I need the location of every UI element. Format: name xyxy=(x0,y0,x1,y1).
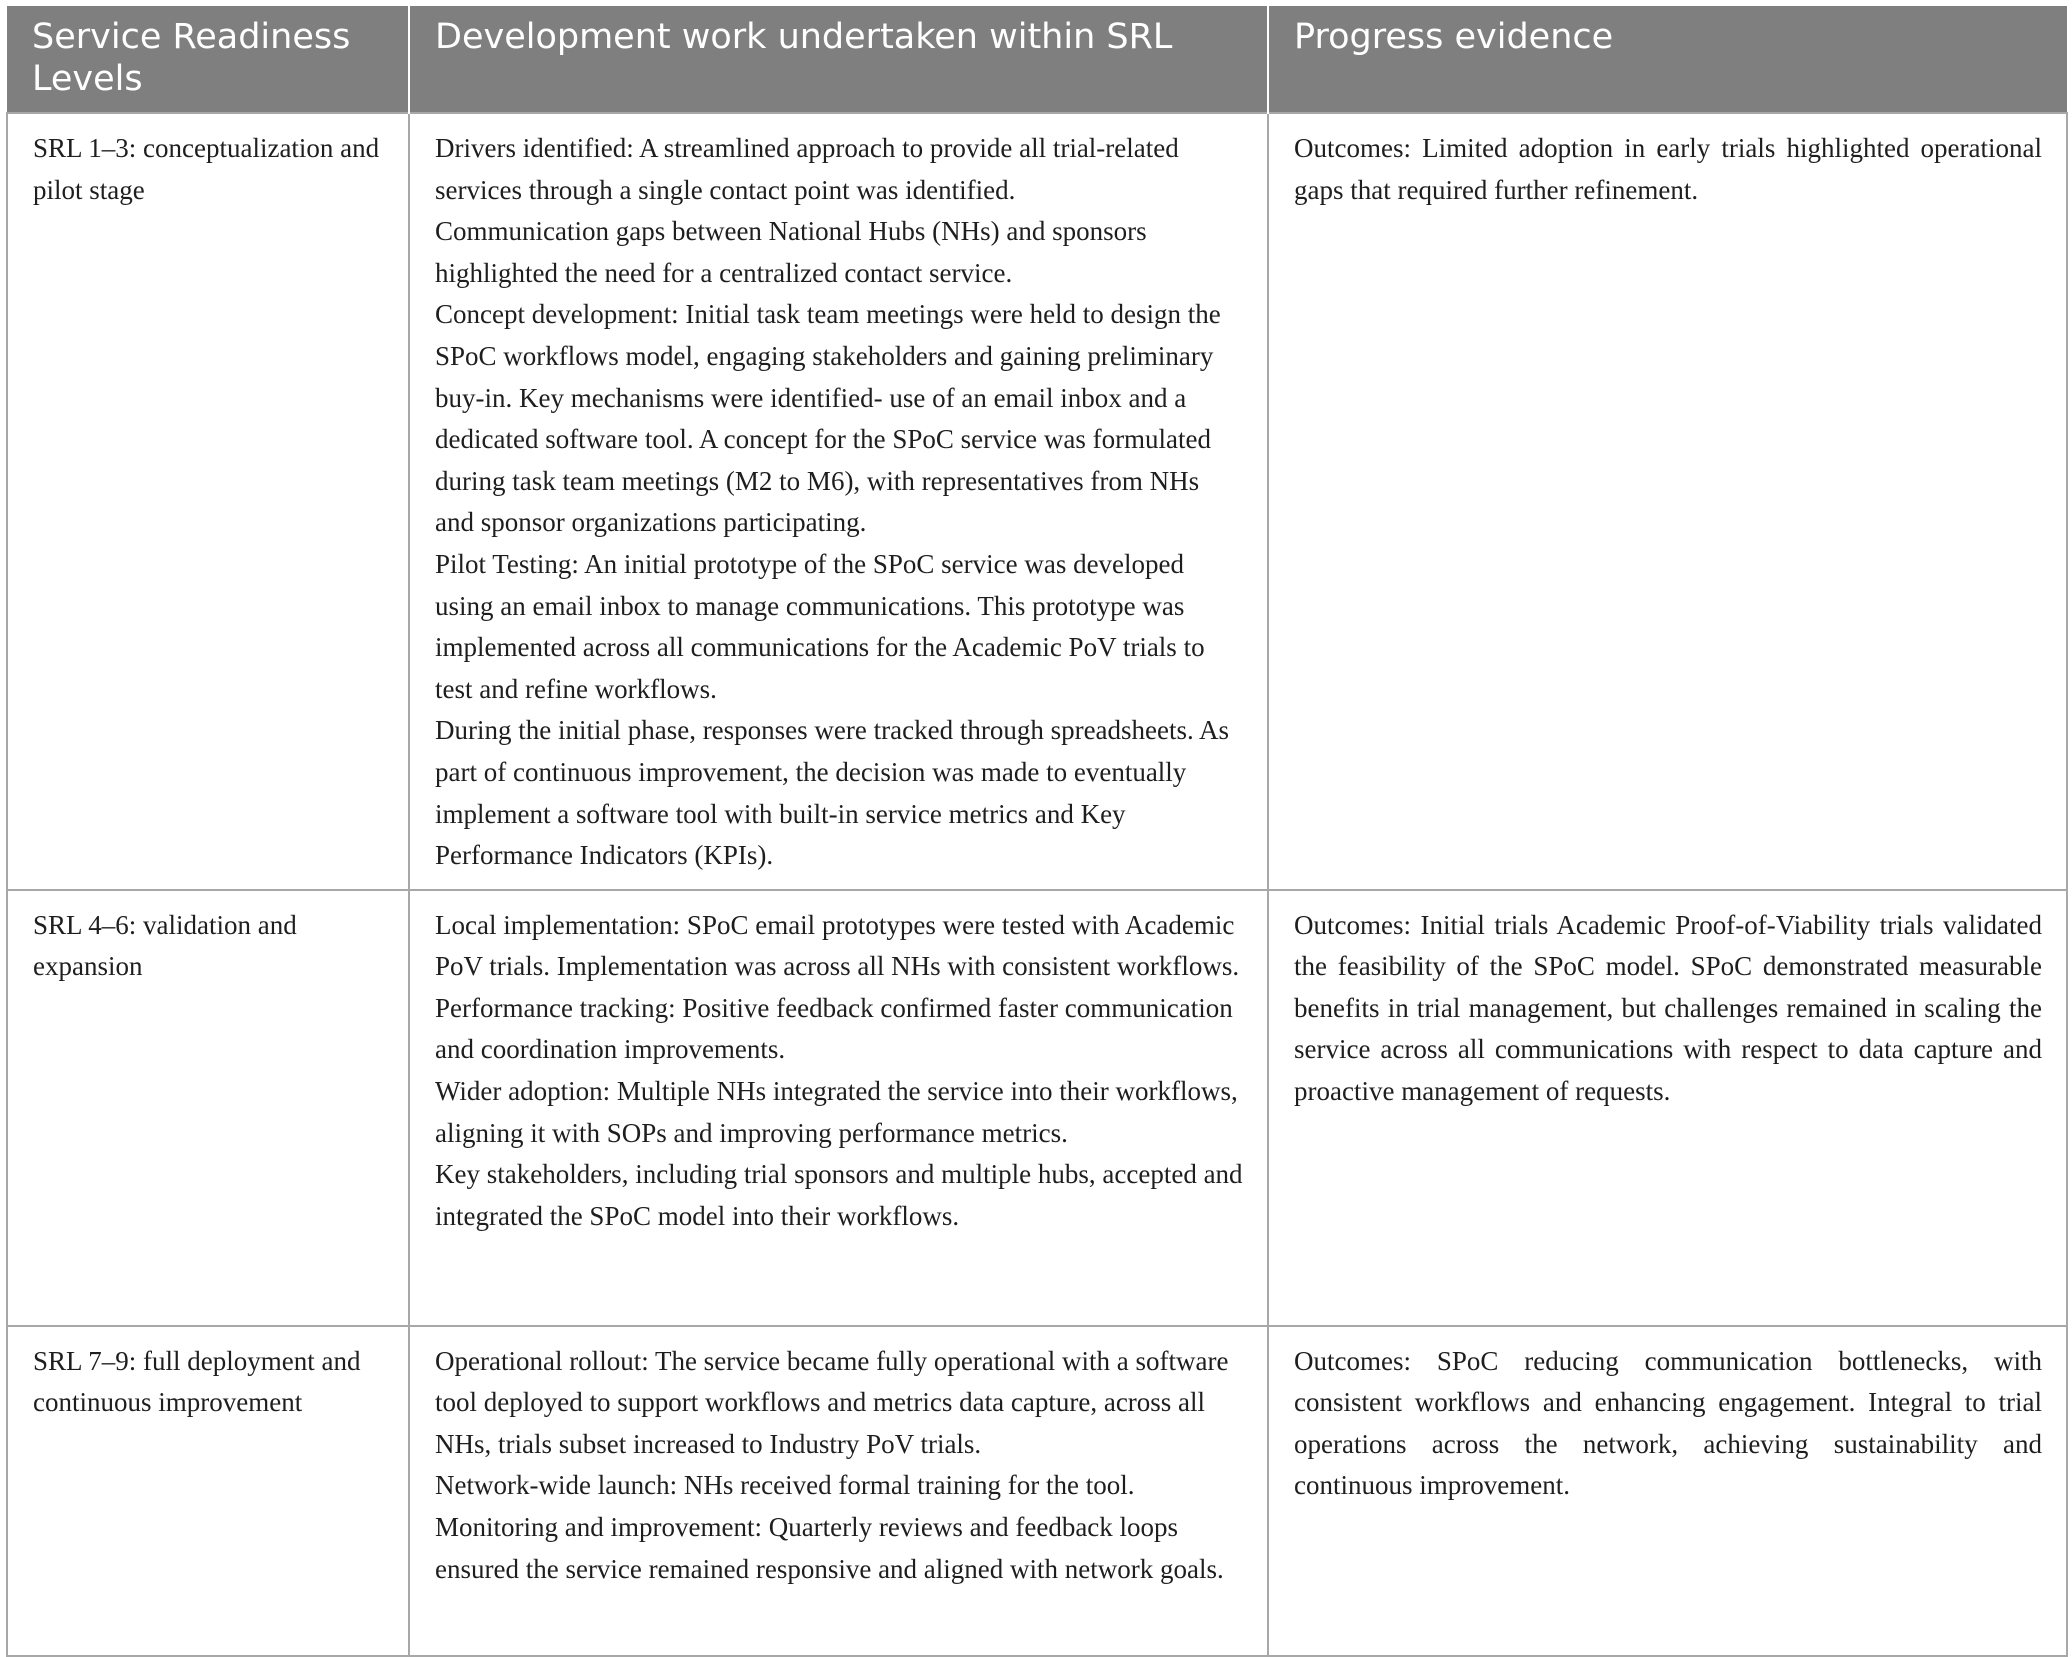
table-row xyxy=(7,1326,2067,1656)
development-paragraph: Key stakeholders, including trial sponsors and multiple hubs, accepted and integrated the SPoC model into their workflows. xyxy=(435,1159,1243,1231)
table-header xyxy=(7,6,2067,113)
development-paragraph: Operational rollout: The service became fully operational with a software tool deployed to support workflows and metrics data capture, across all NHs, trials subset increased to Industry PoV trials. xyxy=(435,1345,1229,1459)
development-paragraph: Network-wide launch: NHs received formal training for the tool. xyxy=(435,1470,1135,1501)
cell-progress-evidence: Outcomes: Limited adoption in early trials highlighted operational gaps that required further refinement. xyxy=(1268,113,2067,890)
table-row xyxy=(7,890,2067,1326)
development-paragraph: Concept development: Initial task team meetings were held to design the SPoC workflows model, engaging stakeholders and gaining preliminary buy-in. Key mechanisms were identified- use of an email inbox and a dedicated software tool. A concept for the SPoC service was formulated during task team meetings (M2 to M6), with representatives from NHs and sponsor organizations participating. xyxy=(435,299,1221,538)
header-row xyxy=(7,6,2067,113)
srl-table-container xyxy=(6,6,2066,1657)
development-paragraph: During the initial phase, responses were tracked through spreadsheets. As part of continuous improvement, the decision was made to eventually implement a software tool with built-in service metrics and Key Performance Indicators (KPIs). xyxy=(435,715,1230,871)
cell-srl-level: SRL 1–3: conceptualization and pilot stage xyxy=(7,113,409,890)
cell-progress-evidence: Outcomes: SPoC reducing communication bottlenecks, with consistent workflows and enhancing engagement. Integral to trial operations across the network, achieving sustainability and continuous improvement. xyxy=(1268,1326,2067,1656)
development-paragraph: Monitoring and improvement: Quarterly reviews and feedback loops ensured the service remained responsive and aligned with network goals. xyxy=(435,1512,1224,1584)
cell-srl-level: SRL 4–6: validation and expansion xyxy=(7,890,409,1326)
development-paragraph: Performance tracking: Positive feedback confirmed faster communication and coordination improvements. xyxy=(435,992,1233,1065)
development-paragraph: Pilot Testing: An initial prototype of the SPoC service was developed using an email inbox to manage communications. This prototype was implemented across all communications for the Academic PoV trials to test and refine workflows. xyxy=(435,548,1205,704)
header-development-work: Development work undertaken within SRL xyxy=(409,6,1268,113)
srl-table xyxy=(6,6,2068,1657)
development-paragraph: Wider adoption: Multiple NHs integrated the service into their workflows, aligning it with SOPs and improving performance metrics. xyxy=(435,1076,1238,1148)
development-paragraph: Communication gaps between National Hubs (NHs) and sponsors highlighted the need for a centralized contact service. xyxy=(435,216,1147,288)
header-service-readiness-levels: Service Readiness Levels xyxy=(7,6,409,113)
cell-development-work xyxy=(409,890,1268,1326)
cell-development-work xyxy=(409,113,1268,890)
cell-srl-level: SRL 7–9: full deployment and continuous improvement xyxy=(7,1326,409,1656)
cell-progress-evidence: Outcomes: Initial trials Academic Proof-of-Viability trials validated the feasibility of the SPoC model. SPoC demonstrated measurable benefits in trial management, but challenges remained in scaling the service across all communications with respect to data capture and proactive management of requests. xyxy=(1268,890,2067,1326)
development-paragraph: Drivers identified: A streamlined approach to provide all trial-related services through a single contact point was identified. xyxy=(435,133,1179,205)
header-progress-evidence: Progress evidence xyxy=(1268,6,2067,113)
development-paragraph: Local implementation: SPoC email prototypes were tested with Academic PoV trials. Implementation was across all NHs with consistent workflows. xyxy=(435,909,1240,982)
table-body xyxy=(7,113,2067,1656)
table-row xyxy=(7,113,2067,890)
cell-development-work xyxy=(409,1326,1268,1656)
